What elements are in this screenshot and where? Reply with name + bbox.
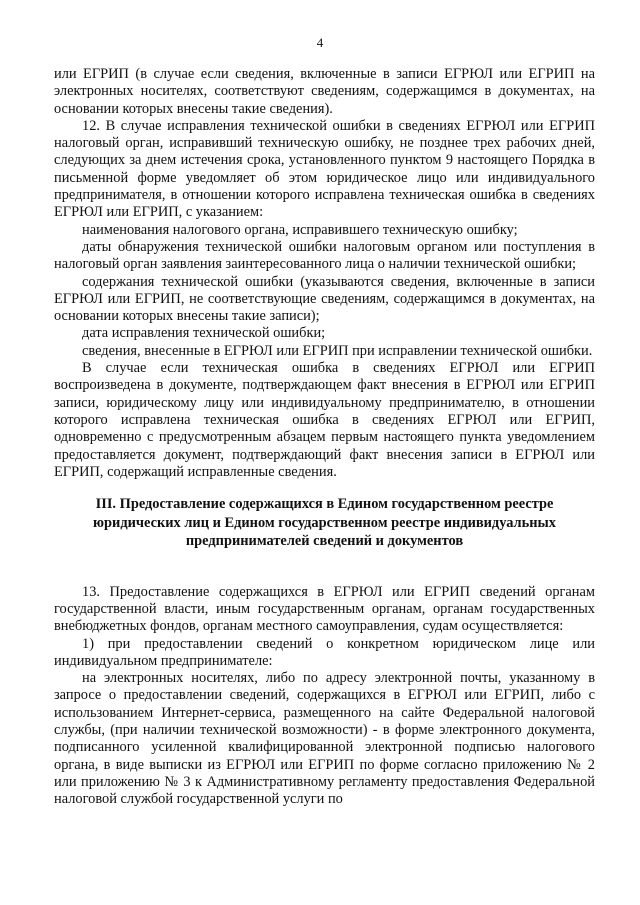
paragraph-item-12: 12. В случае исправления технической ошибки в сведениях ЕГРЮЛ или ЕГРИП налоговый орган, исправивший техническую ошибку, не позднее трех рабочих дней, следующих за днем истечения срока, установленного пунктом 9 настоящего Порядка в письменной форме уведомляет об этом юридическое лицо или индивидуального предпринимателя, в отношении которого исправлена техническая ошибка в сведениях ЕГРЮЛ или ЕГРИП, с указанием: xyxy=(54,117,595,221)
paragraph-subitem-1: 1) при предоставлении сведений о конкретном юридическом лице или индивидуальном предпринимателе: xyxy=(54,635,595,669)
paragraph-error-date: даты обнаружения технической ошибки налоговым органом или поступления в налоговый орган заявления заинтересованного лица о наличии технической ошибки; xyxy=(54,238,595,273)
spacer xyxy=(54,551,595,584)
paragraph-electronic-media: на электронных носителях, либо по адресу электронной почты, указанному в запросе о предоставлении сведений, содержащихся в ЕГРЮЛ или ЕГРИП, либо с использованием Интернет-сервиса, размещенного на сайте Федеральной налоговой службы, (при наличии технической возможности) - в форме электронного документа, подписанного усиленной квалифицированной электронной подписью налогового органа, в виде выписки из ЕГРЮЛ или ЕГРИП по форме согласно приложению № 2 или приложению № 3 к Административному регламенту предоставления Федеральной налоговой службой государственной услуги по xyxy=(54,670,595,808)
paragraph-corrected-info: сведения, внесенные в ЕГРЮЛ или ЕГРИП при исправлении технической ошибки. xyxy=(82,342,593,359)
section-heading: III. Предоставление содержащихся в Едином государственном реестре юридических лиц и Едином государственном реестре индивидуальных предпринимателей сведений и документов xyxy=(93,496,556,550)
page-number: 4 xyxy=(316,35,324,50)
paragraph-item-13: 13. Предоставление содержащихся в ЕГРЮЛ или ЕГРИП сведений органам государственной власти, иным государственным органам, органам государственных внебюджетных фондов, органам местного самоуправления, судам осуществляется: xyxy=(54,583,595,635)
paragraph-correction-date: дата исправления технической ошибки; xyxy=(82,325,326,342)
spacer xyxy=(54,481,595,495)
document-body xyxy=(54,66,595,808)
paragraph-continuation: или ЕГРИП (в случае если сведения, включенные в записи ЕГРЮЛ или ЕГРИП на электронных носителях, соответствуют сведениям, содержащимся в документах, на основании которых внесены такие сведения). xyxy=(54,66,595,117)
paragraph-error-content: содержания технической ошибки (указываются сведения, включенные в записи ЕГРЮЛ или ЕГРИП, не соответствующие сведениям, содержащимся в документах, на основании которых внесены такие записи); xyxy=(54,273,595,325)
paragraph-tax-office-name: наименования налогового органа, исправившего техническую ошибку; xyxy=(82,221,518,238)
paragraph-reproduced-error: В случае если техническая ошибка в сведениях ЕГРЮЛ или ЕГРИП воспроизведена в документе, подтверждающем факт внесения в ЕГРЮЛ или ЕГРИП записи, юридическому лицу или индивидуальному предпринимателю, в отношении которого исправлена техническая ошибка в сведениях ЕГРЮЛ или ЕГРИП, одновременно с предусмотренным абзацем первым настоящего пункта уведомлением предоставляется документ, подтверждающий факт внесения записи в ЕГРЮЛ или ЕГРИП, содержащий исправленные сведения. xyxy=(54,360,595,480)
